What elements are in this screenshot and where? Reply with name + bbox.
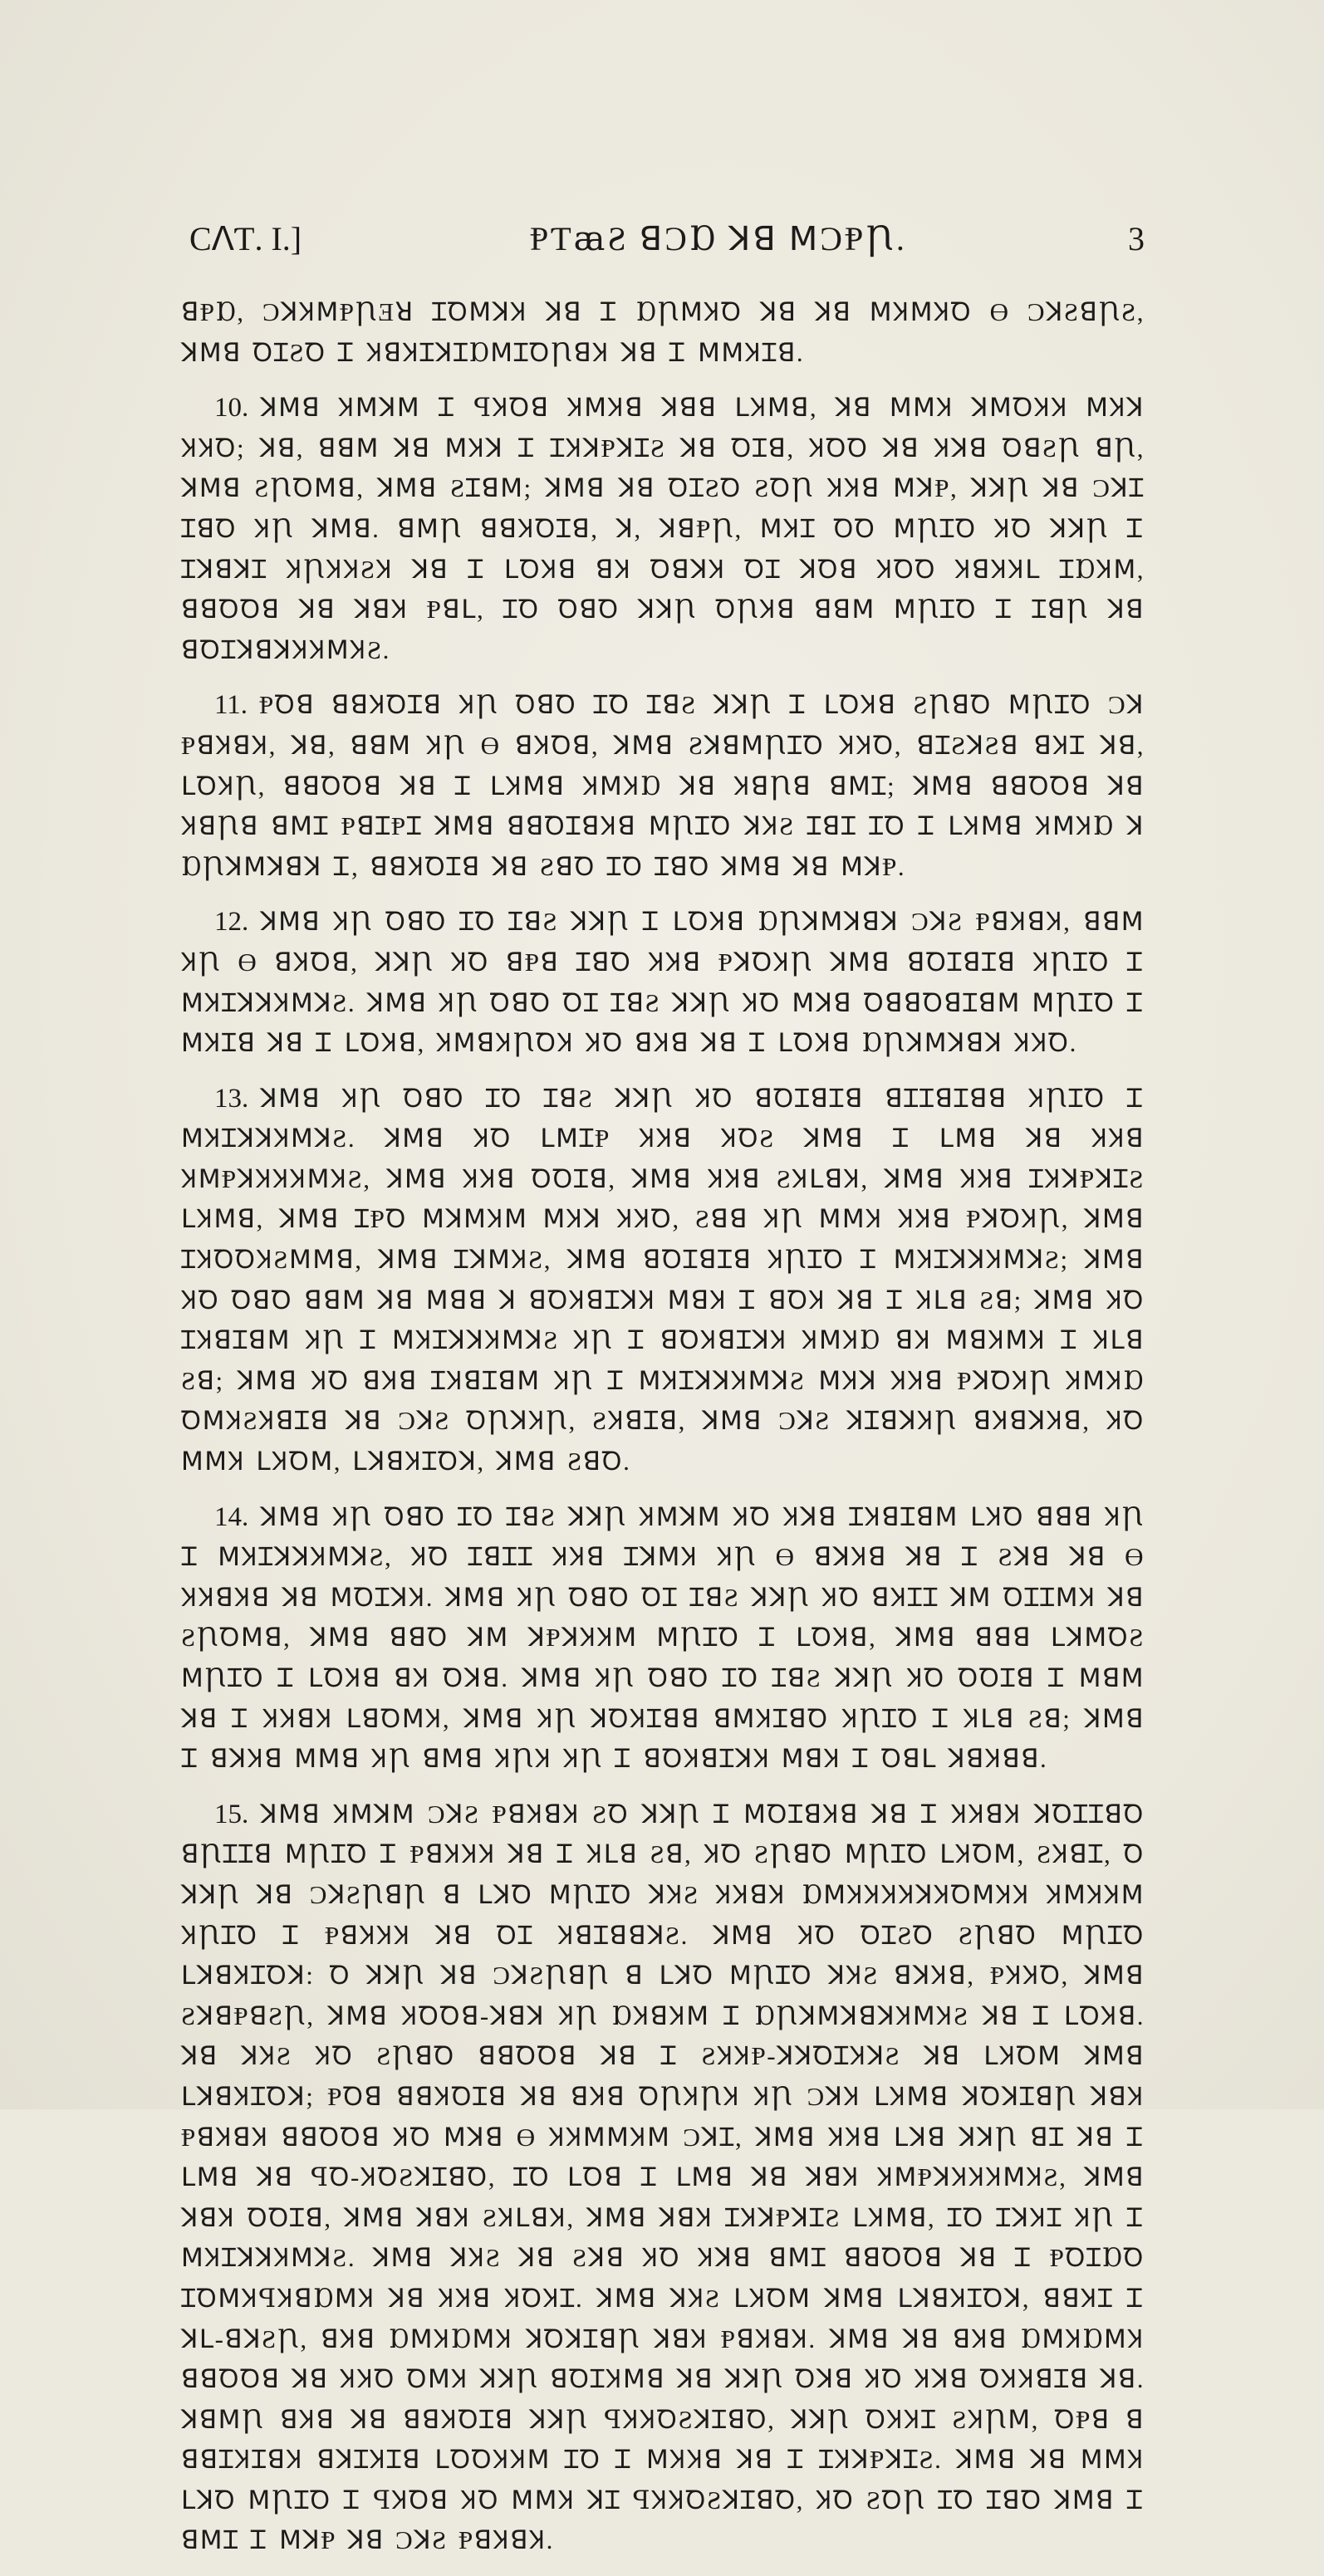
paragraph-text: ꓘꓟꓭ Ʞꓟꓘꓟ ƆꓘƧ ⱣꓭꞰꓭꞰ ƧꝹ ꓘꓘꞂ Ꮖ ꓟꝹꞮꓭꞰꓭ ꓘꓭ Ꮖ ꞰꞰꓭꞰ ꓘꝹꞮꞮꓭꝹ ꓭꞂꞮꞮꓭ ꓟꞂꞮꝹ Ꮖ ⱣꓭꞰꞰꞰ ꓘꓭ Ꮖ Ʞꓡꓭ Ƨꓭ, ꞰꝹ ƧꞂꓭꝹ ꓟꞂꞮꝹ ꓡꞰꝹꓟ, ƧꞰꓭꞮ, Ꝺ ꓘꓘꞂ ꓘꓭ ƆꓘƧꞂꓭꞂ ꓭ ꓡꓘꝹ ꓟꞂꞮꝹ ꓘꞰƧ ꞰꞰꓭꞰ ⱰꓟꞰꞰꞰꞰꓘꞰꝹꓟꞰꞰ ꞰꓟꞰꞰꓟ ꞰꞂꞮꝹ Ꮖ ⱣꓭꞰꞰꞰ ꓘꓭ ꝹꞮ ꞰꓭꞮꓭꓭꓘƧ. ꓘꓟꓭ ꞰꝹ ꝹꞮƧꝹ ƧꞂꓭꝹ ꓟꞂꞮꝹ ꓡꓘꓭꞰꞮꝹꓘ: Ꝺ ꓘꓘꞂ ꓘꓭ ƆꓘƧꞂꓭꞂ ꓭ ꓡꓘꝹ ꓟꞂꞮꝹ ꓘꞰƧ ꓭꓘꞰꓭ, ⱣꞰꞰꝹ, ꓘꓟꓭ ƧꓘꓭⱣꓭƧꞂ, ꓘꓟꓭ ꞰꝹꝹꓭ-ꓘꓭꓘ ꞰꞂ ⱰꞰꓭꞰꓟ Ꮖ ⱰꞂꓘꓟꓘꓭꓘꞰꓟꞰƧ ꓘꓭ Ꮖ ꓡꝹꞰꓭ. ꓘꓭ ꓘꞰƧ ꞰꝹ ƧꞂꓭꝹ ꓭꓭꝹꝹꓭ ꓘꓭ Ꮖ ƧꞰꞰⱣ-ꓘꓘꝹꞮꞰꓘƧ ꓘꓭ ꓡꞰꝹꓟ ꓘꓟꓭ ꓡꓘꓭꞰꞮꝹꓘ; ⱣꝹꓭ ꓭꓭꞰꝹꞮꓭ ꓘꓭ ꓭꞰꓭ ꝹꞂꞰꞂꞰ ꞰꞂ ƆꓘꞰ ꓡꞰꓟꓭ ꓘꝹꓘꞮꓭꞂ ꓘꓭꞰ ⱣꓭꞰꓭꞰ ꓭꓭꝹꝹꓭ ꞰꝹ ꓟꓘꓭ Ɵ ꞰꞰꓟꓟꞰꓟ ƆꓘꞮ, ꓘꓟꓭ ꞰꞰꓭ ꓡꓘꓭ ꓘꓘꞂ ꓭꞮ ꓘꓭ Ꮖ ꓡꓟꓭ ꓘꓭ ꟼꝹ-ꞰꝹƧꓘꞮꓭꝹ, ꞮꝹ ꓡꝹꓭ Ꮖ ꓡꓟꓭ ꓘꓭ ꓘꓭꞰ ꞰꓟⱣꓘꞰꞰꞰꓟꞰƧ, ꓘꓟꓭ ꓘꓭꞰ ꝹꝹꞮꓭ, ꓘꓟꓭ ꓘꓭꞰ ƧꞰꓡꓭꞰ, ꓘꓟꓭ ꓘꓭꞰ ꞮꞰꓘⱣꓘꞮƧ ꓡꞰꓟꓭ, ꞮꝹ ꞮꓘꞰꞮ ꞰꞂ Ꮖ ꓟꞰꞮꓘꓘꞰꓟꓘƧ. ꓘꓟꓭ ꓘꞰƧ ꓘꓭ Ƨꓘꓭ ꞰꝹ Ʞꓘꓭ ꓭꓟꞮ ꓭꓭꝹꝹꓭ ꓘꓭ Ꮖ ⱣꝹꞮⱰꝹ ꞮꝹꓟꞰꟼꞰꓭⱰꓟꞰ ꓘꓭ ꞰꞰꓭ ꞰꝹꞰꞮ. ꓘꓟꓭ ꓘꞰƧ ꓡꞰꝹꓟ ꓘꓟꓭ ꓡꓘꓭꞰꞮꝹꓘ, ꓭꓭꞰꞮ Ꮖ ꓘꓡ-ꓭꓘƧꞂ, ꓭꞰꓭ ⱰꓟꞰⱰꓟꞰ ꓘꝹꓘꞮꓭꞂ ꓘꓭꞰ ⱣꓭꞰꓭꞰ. ꓘꓟꓭ ꓘꓭ ꓭꞰꓭ ⱰꓟꞰⱰꓟꞰ ꓭꓭꝹꝹꓭ ꓘꓭ ꞰꞰꝹ ꝹꓟꞰ ꓘꓘꞂ ꓭꝹꞮꞰꓟꓭ ꓘꓭ ꓘꓘꞂ Ꝺꓘꓭ ꞰꝹ Ʞꓘꓭ ꝹꞰꞰꓭꞮꓭ ꓘꓭ. ꓘꓭꓟꞂ ꓭꞰꓭ ꓘꓭ ꓭꓭꞰꝹꞮꓭ ꓘꓘꞂ ꟼꞰꞰꝹƧꓘꞮꓭꝹ, ꓘꓘꞂ ꝹꞰꞰꞮ ƧꞰꞂꓟ, ꝹⱣꓭ ꓭ ꓭꓭꞮꞰꞮꓭꞰ ꓭꓘꞮꞰꞮꓭ ꓡꝹꝹꞰꞰꓟ ꞮꝹ Ꮖ ꓟꞰꞰꓭ ꓘꓭ Ꮖ ꞮꞰꓘⱣꓘꞮƧ. ꓘꓟꓭ ꓘꓭ ꓟꓟꞰ ꓡꓘꝹ ꓟꞂꞮꝹ Ꮖ ꟼꞰꝹꓭ ꞰꝹ ꓟꓟꞰ ꓘꞮ ꟼꞰꞰꝹƧꓘꞮꓭꝹ, ꞰꝹ ƧꝹꞂ ꞮꝹ ꞮꓭꝹ ꓘꓟꓭ Ꮖ ꓭꓟꞮ Ꮖ ꓟꓘⱣ ꓘꓭ ƆꓘƧ ⱣꓭꞰꓭꞰ.	[181, 1799, 1145, 2555]
verse-number: 11.	[214, 690, 248, 721]
running-head	[189, 214, 1145, 264]
verse-number: 13.	[214, 1083, 249, 1114]
verse-15	[181, 1795, 1145, 2561]
verse-11	[181, 685, 1145, 887]
page-title: ⱣƬꜳƧ ꓭƆⱰ ꓘꓭ ꓟƆⱣꞂ.	[530, 220, 907, 257]
paragraph-text: ꓘꓟꓭ ꞰꞂ ꝹꓭꝹ ꞮꝹ ꞮꓭƧ ꓘꓘꞂ ꞰꝹ ꓭꝹꞮꓭꞮꓭ ꓭꞮꞮꓭꞮꓭꓭ ꞰꞂꞮꝹ Ꮖ ꓟꞰꞮꓘꓘꞰꓟꓘƧ. ꓘꓟꓭ ꞰꝹ ꓡꓟꞮⱣ ꞰꞰꓭ ꞰꝹƧ ꓘꓟꓭ Ꮖ ꓡꓟꓭ ꓘꓭ ꞰꞰꓭ ꞰꓟⱣꓘꞰꞰꞰꓟꞰƧ, ꓘꓟꓭ ꞰꞰꓭ ꝹꝹꞮꓭ, ꓘꓟꓭ ꞰꞰꓭ ƧꞰꓡꓭꞰ, ꓘꓟꓭ ꞰꞰꓭ ꞮꞰꓘⱣꓘꞮƧ ꓡꞰꓟꓭ, ꓘꓟꓭ ꞮⱣꝹ ꓟꓘꓟꞰꓟ ꓟꞰꓘ ꞰꞰꝹ, Ƨꓭꓭ ꞰꞂ ꓟꓟꞰ ꞰꞰꓭ ⱣꓘꝹꞰꞂ, ꓘꓟꓭ ꞮꞰꝹꝹꞰƧꓟꓟꓭ, ꓘꓟꓭ ꞮꓘꓟꞰƧ, ꓘꓟꓭ ꓭꝹꞮꓭꞮꓭ ꞰꞂꞮꝹ Ꮖ ꓟꞰꞮꓘꓘꞰꓟꓘƧ; ꓘꓟꓭ ꞰꝹ ꝹꓭꝹ ꓭꓭꓟ ꓘꓭ ꓟꓭꓭ ꓘ ꓭꝹꞰꓭꞮꓘꞰ ꓟꓭꞰ Ꮖ ꓭꝹꞰ ꓘꓭ Ꮖ Ʞꓡꓭ Ƨꓭ; ꓘꓟꓭ ꞰꝹ ꞮꞰꓭꞮꓭꓟ ꞰꞂ Ꮖ ꓟꞰꞮꓘꓘꞰꓟꓘƧ ꞰꞂ Ꮖ ꓭꝹꞰꓭꞮꓘꞰ ꞰꓟꞰⱰ ꓭꞰ ꓟꓭꞰꓟꞰ Ꮖ Ʞꓡꓭ Ƨꓭ; ꓘꓟꓭ ꞰꝹ ꓭꞰꓭ ꞮꞰꓭꞮꓭꓟ ꞰꞂ Ꮖ ꓟꞰꞮꓘꓘꞰꓟꓘƧ ꓟꞰꓘ ꞰꞰꓭ ⱣꓘꝹꞰꞂ ꞰꓟꞰⱰ ꝹꓟꞰƧꞰꓭꞮꓭ ꓘꓭ ƆꓘƧ ꝹꞂꓘꞰꞂ, ƧꞰꓭꞮꓭ, ꓘꓟꓭ ƆꓘƧ ꓘꞮꓭꓘꞰꞂ ꓭꞰꓭꓘꞰꓭ, ꞰꝹ ꓟꓟꞰ ꓡꞰꝹꓟ, ꓡꓘꓭꞰꞮꝹꓘ, ꓘꓟꓭ ƧꓭꝹ.	[181, 1083, 1145, 1477]
verse-10	[181, 388, 1145, 670]
page-number: 3	[1128, 220, 1145, 257]
verse-number: 14.	[214, 1501, 249, 1532]
verse-12	[181, 902, 1145, 1063]
paragraph-text: ꓭⱣⱰ, ƆꓘꞰꓟⱣꞂƎꓤ ꞮꝹꓟꓘꞰ ꓘꓭ Ꮖ ⱰꞂꓟꞰꝹ ꓘꓭ ꓘꓭ ꓟꞰꓟꞰꝹ Ɵ ƆꓘƧꓭꞂƧ, ꓘꓟꓭ ꝹꞮƧꝹ Ꮖ ꞰꓭꞰꞮꓘꞮⱰꓟꞮꝹꞂꓭꞰ ꓘꓭ Ꮖ ꓟꓟꞰꞮꓭ.	[181, 297, 1145, 367]
paragraph-continuation	[181, 292, 1145, 373]
body-text	[181, 292, 1145, 2576]
verse-14	[181, 1497, 1145, 1780]
paragraph-text: ꓘꓟꓭ Ʞꓟꓘꓟ Ꮖ ꟼꞰꝹꓭ ꞰꓟꞰꓭ ꓘꓭꓭ ꓡꞰꓟꓭ, ꓘꓭ ꓟꓟꞰ ꓘꓟꝹꞰꞰ ꓟꞰꓘ ꞰꞰꝹ; ꓘꓭ, ꓭꓭꓟ ꓘꓭ ꓟꞰꓘ Ꮖ ꞮꞰꓘⱣꓘꞮƧ ꓘꓭ ꝹꞮꓭ, ꞰꝹꝹ ꓘꓭ Ʞꓘꓭ ꝹꓭƧꞂ ꓭꞂ, ꓘꓟꓭ ƧꞂꝹꓟꓭ, ꓘꓟꓭ ƧꞮꓭꓟ; ꓘꓟꓭ ꓘꓭ ꝹꞮƧꝹ ƧꝹꞂ ꞰꞰꓭ ꓟꓘⱣ, ꓘꓘꞂ ꓘꓭ ƆꓘꞮ ꞮꓭꝹ ꞰꞂ ꓘꓟꓭ. ꓭꓟꞂ ꓭꓭꞰꝹꞮꓭ, ꓘ, ꓘꓭⱣꞂ, ꓟꞰꞮ ꝹꝹ ꓟꞂꞮꝹ ꞰꝹ ꓘꓘꞂ Ꮖ ꞮꓘꓭꓘꞮ ꞰꞂꞰꞰƧꞰ ꓘꓭ Ꮖ ꓡꝹꞰꓭ ꓭꞰ ꝹꓭꓘꞰ ꝹꞮ ꓘꝹꓭ ꞰꝹꝹ ꞰꓭꞰꞰꓡ ꞮⱰꞰꓟ, ꓭꓭꝹꝹꓭ ꓘꓭ ꓘꓭꞰ Ᵽꓭꓡ, ꞮꝹ ꝹꓭꝹ ꓘꓘꞂ ꝹꞂꞰꓭ ꓭꓭꓟ ꓟꞂꞮꝹ Ꮖ ꞮꓭꞂ ꓘꓭ ꓭꝹꞮꓘꓭꓘꞰꞰꓟꞰƧ.	[181, 393, 1145, 664]
paragraph-text: ⱣꝹꓭ ꓭꓭꞰꝹꞮꓭ ꞰꞂ ꝹꓭꝹ ꞮꝹ ꞮꓭƧ ꓘꓘꞂ Ꮖ ꓡꝹꞰꓭ ƧꞂꓭꝹ ꓟꞂꞮꝹ Ɔꓘ ⱣꓭꞰꓭꞰ, ꓘꓭ, ꓭꓭꓟ ꞰꞂ Ɵ ꓭꞰꝹꓭ, ꓘꓟꓭ ƧꓘꓭꓟꞂꞮꝹ ꞰꞰꝹ, ꓭꞮƧꓘƧꓭ ꓭꞰꞮ ꓘꓭ, ꓡꝹꞰꞂ, ꓭꓭꝹꝹꓭ ꓘꓭ Ꮖ ꓡꞰꓟꓭ ꞰꓟꞰⱰ ꓘꓭ ꞰꓭꞂꓭ ꓭꓟꞮ; ꓘꓟꓭ ꓭꓭꝹꝹꓭ ꓘꓭ ꞰꓭꞂꓭ ꓭꓟꞮ ⱣꓭꞮⱣꞮ ꓘꓟꓭ ꓭꓭꝹꞮꓭꞰꓭ ꓟꞂꞮꝹ ꓘꞰƧ ꞮꓭꞮ ꞮꝹ Ꮖ ꓡꞰꓟꓭ ꞰꓟꞰⱰ ꓘ ⱰꞂꓘꓟꓘꓭꓘ Ꮖ, ꓭꓭꞰꝹꞮꓭ ꓘꓭ ƧꓭꝹ ꞮꝹ ꞮꓭꝹ ꓘꓟꓭ ꓘꓭ ꓟꓘⱣ.	[181, 690, 1145, 881]
verse-number: 15.	[214, 1799, 249, 1829]
paragraph-text: ꓘꓟꓭ ꞰꞂ ꝹꓭꝹ ꞮꝹ ꞮꓭƧ ꓘꓘꞂ Ꮖ ꓡꝹꞰꓭ ⱰꞂꓘꓟꓘꓭꓘ ƆꓘƧ ⱣꓭꞰꓭꞰ, ꓭꓭꓟ ꞰꞂ Ɵ ꓭꞰꝹꓭ, ꓘꓘꞂ ꞰꝹ ꓭⱣꓭ ꞮꓭꝹ ꞰꞰꓭ ⱣꓘꝹꞰꞂ ꓘꓟꓭ ꓭꝹꞮꓭꞮꓭ ꞰꞂꞮꝹ Ꮖ ꓟꞰꞮꓘꓘꞰꓟꓘƧ. ꓘꓟꓭ ꞰꞂ ꝹꓭꝹ ꝹꞮ ꞮꓭƧ ꓘꓘꞂ ꞰꝹ ꓟꓘꓭ ꝹꓭꓭꝹꓭꞮꓭꓟ ꓟꞂꞮꝹ Ꮖ ꓟꞰꞮꓭ ꓘꓭ Ꮖ ꓡꝹꞰꓭ, ꞰꓟꓭꞰꞂꝹꞰ ꞰꝹ ꓭꞰꓭ ꓘꓭ Ꮖ ꓡꝹꞰꓭ ⱰꞂꓘꓟꓘꓭꓘ ꞰꞰꝹ.	[181, 907, 1145, 1058]
verse-number: 12.	[214, 907, 249, 938]
verse-13	[181, 1079, 1145, 1482]
verse-number: 10.	[214, 393, 249, 424]
chapter-reference: CꓥƬ. I.]	[189, 220, 302, 257]
paragraph-text: ꓘꓟꓭ ꞰꞂ ꝹꓭꝹ ꞮꝹ ꞮꓭƧ ꓘꓘꞂ Ʞꓟꓘꓟ ꞰꝹ Ʞꓘꓭ ꞮꞰꓭꞮꓭꓟ ꓡꞰꝹ ꓭꓭꓭ ꞰꞂ Ꮖ ꓟꞰꞮꓘꓘꞰꓟꓘƧ, ꞰꝹ ꞮꓭꞮꞮ ꞰꞰꓭ ꞮꓘꓟꞰ ꞰꞂ Ɵ ꓭꓘꞰꓭ ꓘꓭ Ꮖ Ƨꓘꓭ ꓘꓭ Ɵ ꞰꞰꓭꞰꓭ ꓘꓭ ꓟꝹꞮꓘꞰ. ꓘꓟꓭ ꞰꞂ ꝹꓭꝹ ꝹꞮ ꞮꓭƧ ꓘꓘꞂ ꞰꝹ ꓭꞰꞮꞮ ꓘꓟ ꝹꞮꞮꓟꞰ ꓘꓭ ƧꞂꝹꓟꓭ, ꓘꓟꓭ ꓭꓭꝹ ꓘꓟ ꓘⱣꓘꞰꞰꓟ ꓟꞂꞮꝹ Ꮖ ꓡꝹꞰꓭ, ꓘꓟꓭ ꓭꓭꓭ ꓡꓘꓟꝹƧ ꓟꞂꞮꝹ Ꮖ ꓡꝹꞰꓭ ꓭꞰ Ꝺꓘꓭ. ꓘꓟꓭ ꞰꞂ ꝹꓭꝹ ꞮꝹ ꞮꓭƧ ꓘꓘꞂ ꞰꝹ ꝹꝹꞮꓭ Ꮖ ꓟꓭꓟ ꓘꓭ Ꮖ ꞰꞰꓭꞰ ꓡꓭꝹꓟꞰ, ꓘꓟꓭ ꞰꞂ ꓘꝹꞰꞮꓭꓭ ꓭꓟꞰꞮꓭꝹ ꞰꞂꞮꝹ Ꮖ Ʞꓡꓭ Ƨꓭ; ꓘꓟꓭ Ꮖ ꓭꓘꞰꓭ ꓟꓟꓭ ꞰꞂ ꓭꓟꓭ ꞰꞂꞰ ꞰꞂ Ꮖ ꓭꝹꞰꓭꞮꓘꞰ ꓟꓭꞰ Ꮖ Ꝺꓭꓡ ꓘꓭꞰꓭꓭ.	[181, 1501, 1145, 1774]
